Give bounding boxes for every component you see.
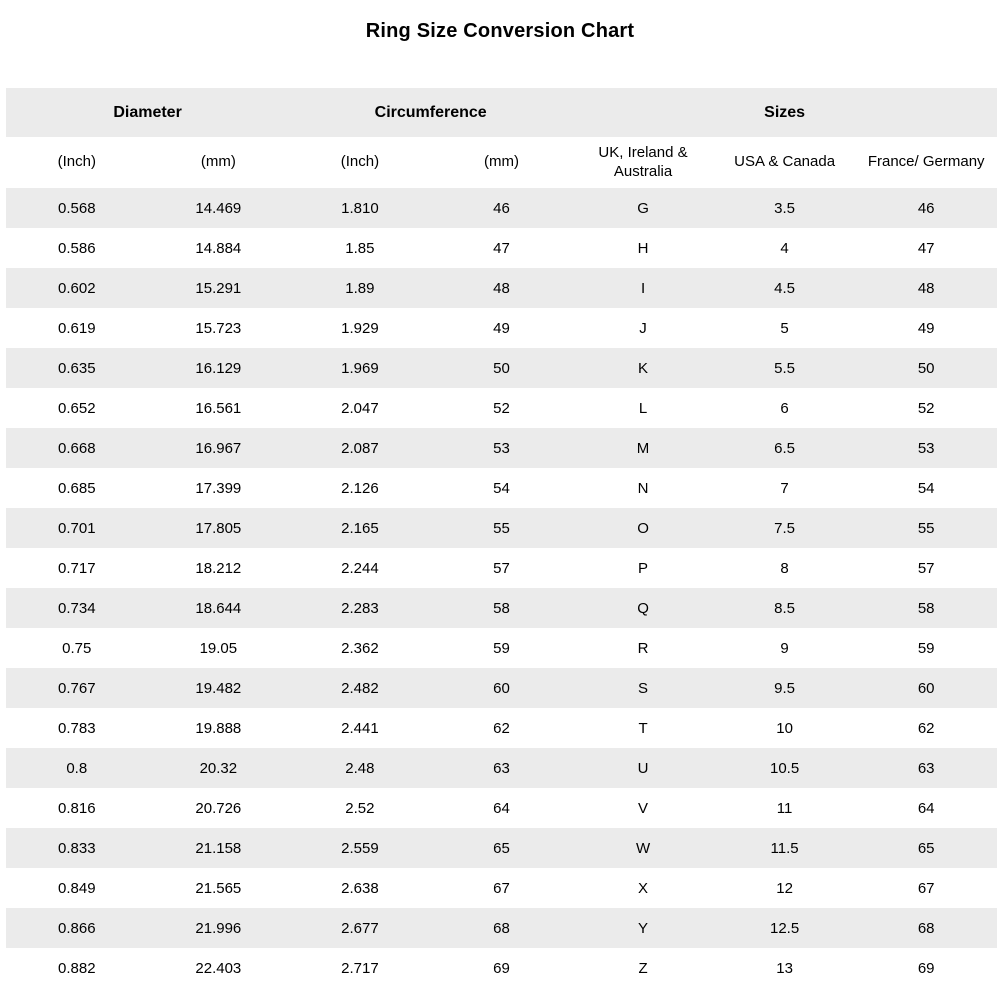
table-cell: 2.126 [341, 479, 379, 497]
table-cell: 2.283 [341, 599, 379, 617]
table-cell: I [640, 279, 646, 297]
table-body [6, 188, 997, 988]
table-cell: 20.32 [199, 759, 238, 777]
table-cell: V [638, 799, 649, 817]
table-cell: 50 [493, 359, 510, 377]
column-header-2: (Inch) [289, 137, 431, 188]
table-cell: 1.810 [341, 199, 379, 217]
table-cell: J [639, 319, 647, 337]
group-header-row [6, 88, 997, 137]
table-cell: M [636, 439, 650, 457]
table-cell: 0.783 [58, 719, 96, 737]
table-cell: 0.8 [66, 759, 88, 777]
table-row [6, 868, 997, 908]
table-cell: 67 [493, 879, 510, 897]
table-cell: 46 [493, 199, 510, 217]
table-row [6, 788, 997, 828]
table-cell: K [638, 359, 649, 377]
table-cell: 0.701 [58, 519, 96, 537]
table-cell: 17.399 [195, 479, 242, 497]
table-row [6, 308, 997, 348]
table-cell: G [637, 199, 649, 217]
table-cell: 48 [917, 279, 935, 297]
table-cell: 58 [917, 599, 935, 617]
table-cell: 52 [493, 399, 510, 417]
table-cell: 8.5 [774, 599, 796, 617]
table-cell: 59 [917, 639, 935, 657]
table-cell: 0.717 [58, 559, 96, 577]
table-cell: 6 [780, 399, 789, 417]
table-cell: 18.644 [195, 599, 242, 617]
table-cell: N [637, 479, 649, 497]
table-cell: 64 [493, 799, 510, 817]
table-cell: 60 [493, 679, 510, 697]
group-header-circumference: Circumference [289, 88, 572, 137]
table-cell: 5.5 [774, 359, 796, 377]
table-cell: 16.129 [195, 359, 242, 377]
table-cell: Q [637, 599, 649, 617]
table-cell: 49 [493, 319, 510, 337]
table-cell: 9 [780, 639, 789, 657]
table-row [6, 228, 997, 268]
table-cell: 69 [917, 959, 935, 977]
table-cell: X [638, 879, 649, 897]
table-cell: 20.726 [195, 799, 242, 817]
table-cell: 58 [493, 599, 510, 617]
table-cell: 0.882 [58, 959, 96, 977]
table-header [6, 88, 997, 188]
table-cell: 7 [780, 479, 789, 497]
table-row [6, 948, 997, 988]
table-cell: 1.969 [341, 359, 379, 377]
table-row [6, 428, 997, 468]
table-cell: 4 [780, 239, 789, 257]
table-cell: 68 [493, 919, 510, 937]
column-header-5: USA & Canada [714, 137, 856, 188]
table-row [6, 388, 997, 428]
table-cell: 2.677 [341, 919, 379, 937]
table-row [6, 908, 997, 948]
table-cell: 8 [780, 559, 789, 577]
table-cell: 7.5 [774, 519, 796, 537]
table-cell: 2.362 [341, 639, 379, 657]
table-row [6, 588, 997, 628]
table-cell: 14.469 [195, 199, 242, 217]
table-cell: 13 [776, 959, 793, 977]
group-header-sizes: Sizes [572, 88, 997, 137]
table-cell: 2.244 [341, 559, 379, 577]
table-cell: 49 [917, 319, 935, 337]
table-cell: 60 [917, 679, 935, 697]
group-header-diameter: Diameter [6, 88, 289, 137]
table-cell: U [637, 759, 649, 777]
table-cell: 54 [917, 479, 935, 497]
table-cell: 0.866 [58, 919, 96, 937]
table-cell: 1.85 [345, 239, 375, 257]
table-cell: 10.5 [769, 759, 800, 777]
table-cell: 16.561 [195, 399, 242, 417]
table-row [6, 268, 997, 308]
table-cell: 68 [917, 919, 935, 937]
table-row [6, 628, 997, 668]
table-cell: 2.559 [341, 839, 379, 857]
table-cell: 48 [493, 279, 510, 297]
ring-size-conversion-table [6, 88, 997, 988]
table-cell: 64 [917, 799, 935, 817]
table-cell: 19.482 [195, 679, 242, 697]
table-cell: 2.638 [341, 879, 379, 897]
table-cell: 2.165 [341, 519, 379, 537]
table-row [6, 708, 997, 748]
table-cell: 19.05 [199, 639, 238, 657]
column-header-4: UK, Ireland & Australia [572, 137, 714, 188]
table-cell: 21.158 [195, 839, 242, 857]
table-cell: 15.723 [195, 319, 242, 337]
table-cell: 55 [493, 519, 510, 537]
table-cell: 1.929 [341, 319, 379, 337]
table-cell: 0.635 [58, 359, 96, 377]
table-cell: 62 [917, 719, 935, 737]
table-cell: S [638, 679, 649, 697]
table-cell: 10 [776, 719, 793, 737]
table-cell: 53 [493, 439, 510, 457]
table-cell: 2.087 [341, 439, 379, 457]
table-cell: L [638, 399, 648, 417]
table-cell: 12.5 [769, 919, 800, 937]
table-cell: 22.403 [195, 959, 242, 977]
column-header-3: (mm) [431, 137, 573, 188]
table-cell: 18.212 [195, 559, 242, 577]
table-row [6, 548, 997, 588]
table-cell: 2.441 [341, 719, 379, 737]
table-cell: R [637, 639, 649, 657]
table-cell: 50 [917, 359, 935, 377]
table-cell: 0.568 [58, 199, 96, 217]
table-row [6, 468, 997, 508]
table-cell: 21.996 [195, 919, 242, 937]
table-cell: 2.48 [345, 759, 375, 777]
table-cell: 14.884 [195, 239, 242, 257]
table-cell: 0.668 [58, 439, 96, 457]
table-cell: 2.482 [341, 679, 379, 697]
column-header-6: France/ Germany [855, 137, 997, 188]
table-cell: 55 [917, 519, 935, 537]
table-row [6, 668, 997, 708]
table-cell: 0.849 [58, 879, 96, 897]
table-cell: 62 [493, 719, 510, 737]
table-cell: P [638, 559, 649, 577]
table-cell: 47 [493, 239, 510, 257]
table-cell: 1.89 [345, 279, 375, 297]
table-cell: O [637, 519, 649, 537]
table-cell: 65 [917, 839, 935, 857]
table-cell: 17.805 [195, 519, 242, 537]
table-cell: T [638, 719, 648, 737]
table-cell: 0.619 [58, 319, 96, 337]
table-cell: 11 [776, 799, 793, 817]
column-header-1: (mm) [148, 137, 290, 188]
table-row [6, 508, 997, 548]
table-cell: 0.833 [58, 839, 96, 857]
table-cell: 15.291 [195, 279, 242, 297]
table-cell: 52 [917, 399, 935, 417]
table-cell: 2.047 [341, 399, 379, 417]
table-cell: 19.888 [195, 719, 242, 737]
table-cell: Y [638, 919, 649, 937]
table-cell: 9.5 [774, 679, 796, 697]
table-cell: 2.717 [341, 959, 379, 977]
table-cell: 65 [493, 839, 510, 857]
page-title: Ring Size Conversion Chart [365, 20, 635, 42]
table-cell: 3.5 [774, 199, 796, 217]
table-cell: 16.967 [195, 439, 242, 457]
table-cell: 0.734 [58, 599, 96, 617]
table-cell: 47 [917, 239, 935, 257]
table-row [6, 348, 997, 388]
table-cell: 21.565 [195, 879, 242, 897]
table-cell: Z [638, 959, 648, 977]
table-cell: 0.652 [58, 399, 96, 417]
table-cell: 57 [917, 559, 935, 577]
table-cell: 69 [493, 959, 510, 977]
table-cell: 57 [493, 559, 510, 577]
table-row [6, 188, 997, 228]
table-cell: 59 [493, 639, 510, 657]
table-cell: 0.75 [62, 639, 92, 657]
table-cell: 0.816 [58, 799, 96, 817]
table-row [6, 828, 997, 868]
table-cell: 2.52 [345, 799, 375, 817]
table-cell: 0.586 [58, 239, 96, 257]
table-cell: 46 [917, 199, 935, 217]
table-cell: 0.767 [58, 679, 96, 697]
sub-header-row [6, 137, 997, 188]
column-header-0: (Inch) [6, 137, 148, 188]
table-cell: 53 [917, 439, 935, 457]
table-cell: 63 [493, 759, 510, 777]
table-cell: 0.685 [58, 479, 96, 497]
table-cell: 54 [493, 479, 510, 497]
table-cell: 6.5 [774, 439, 796, 457]
table-cell: 5 [780, 319, 789, 337]
table-cell: 12 [776, 879, 793, 897]
table-cell: 67 [917, 879, 935, 897]
table-cell: H [637, 239, 649, 257]
table-cell: 11.5 [770, 839, 799, 857]
table-row [6, 748, 997, 788]
table-cell: 0.602 [58, 279, 96, 297]
table-cell: W [635, 839, 651, 857]
table-cell: 4.5 [774, 279, 796, 297]
table-cell: 63 [917, 759, 935, 777]
